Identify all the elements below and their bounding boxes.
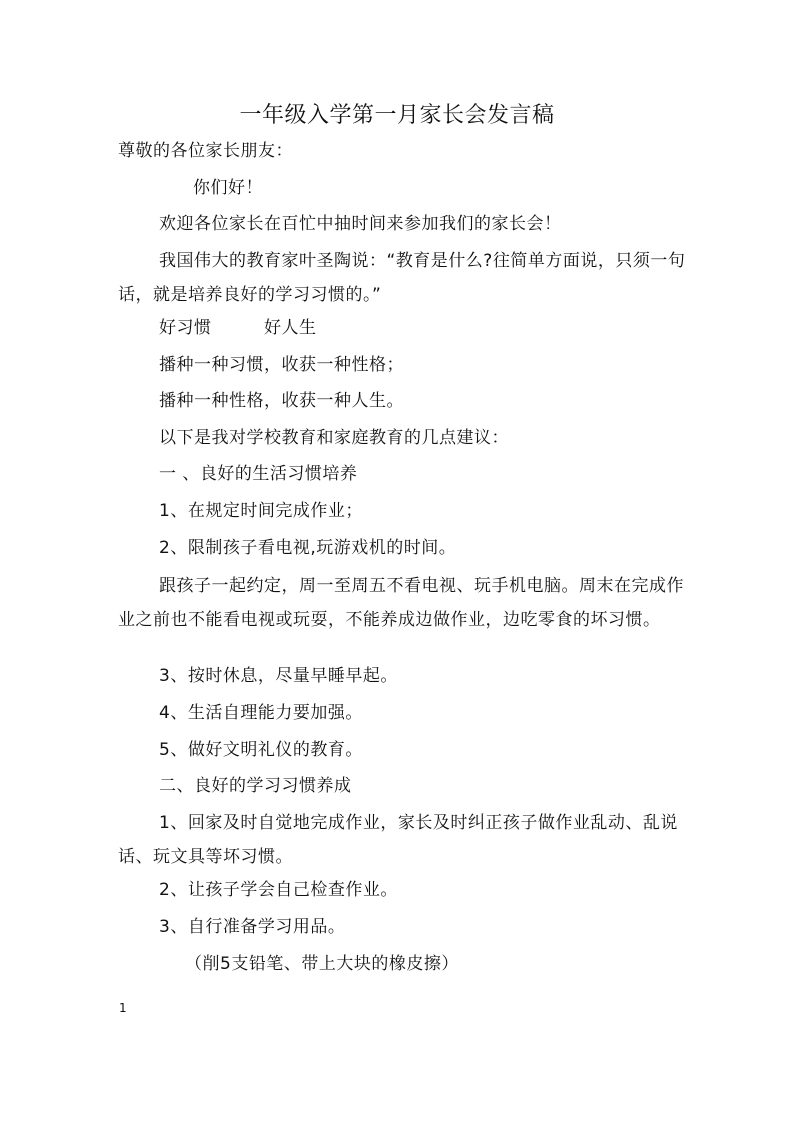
section-heading-2: 二、良好的学习习惯养成 [159,776,352,796]
greeting: 你们好！ [193,178,263,198]
paragraph-habit-1: 播种一种习惯，收获一种性格； [159,355,404,375]
page-number: 1 [119,1001,127,1015]
list-item: 3、按时休息，尽量早睡早起。 [159,666,398,686]
list-item: 5、做好文明礼仪的教育。 [159,740,363,760]
paragraph-agreement: 跟孩子一起约定，周一至周五不看电视、玩手机电脑。周末在完成作业之前也不能看电视或玩耍，不能养成边做作业，边吃零食的坏习惯。 [118,576,684,630]
list-item: 4、生活自理能力要加强。 [159,703,363,723]
list-item: 2、让孩子学会自己检查作业。 [159,880,398,900]
list-item: 1、回家及时自觉地完成作业，家长及时纠正孩子做作业乱动、乱说话、玩文具等坏习惯。 [118,813,678,867]
paragraph-motto: 好习惯 好人生 [159,318,317,338]
paragraph-quote: 我国伟大的教育家叶圣陶说：“教育是什么?往简单方面说，只须一句话，就是培养良好的学习习惯的。” [118,251,686,305]
list-item: 2、限制孩子看电视,玩游戏机的时间。 [159,538,457,558]
list-item: 1、在规定时间完成作业； [159,501,363,521]
paragraph-suggestions-intro: 以下是我对学校教育和家庭教育的几点建议： [159,428,509,448]
section-heading-1: 一 、良好的生活习惯培养 [159,464,358,484]
note: （削5支铅笔、带上大块的橡皮擦） [185,954,459,974]
salutation: 尊敬的各位家长朋友： [118,141,293,161]
paragraph-welcome: 欢迎各位家长在百忙中抽时间来参加我们的家长会！ [159,214,562,234]
document-title: 一年级入学第一月家长会发言稿 [239,103,555,128]
paragraph-habit-2: 播种一种性格，收获一种人生。 [159,391,404,411]
list-item: 3、自行准备学习用品。 [159,917,346,937]
